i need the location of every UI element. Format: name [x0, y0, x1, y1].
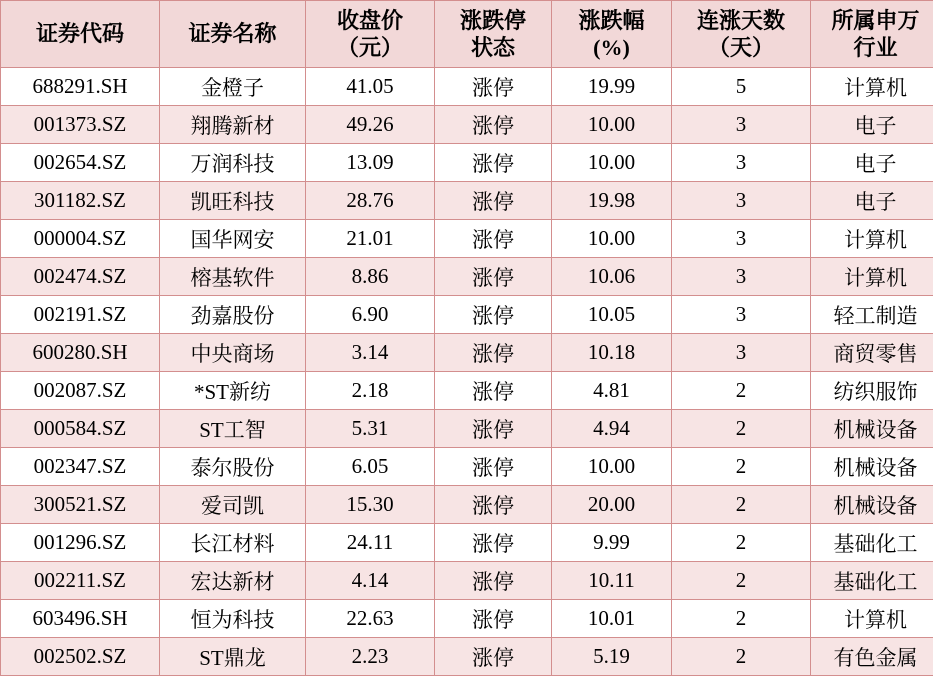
table-row[interactable]: [1, 486, 933, 524]
cell-close: 3.14: [306, 334, 435, 372]
column-header-close: [306, 1, 435, 68]
cell-change: 10.11: [552, 562, 672, 600]
column-header-change-line: 涨跌幅: [552, 7, 671, 35]
cell-code: 001296.SZ: [1, 524, 160, 562]
cell-close: 21.01: [306, 220, 435, 258]
cell-close: 8.86: [306, 258, 435, 296]
table-row[interactable]: [1, 372, 933, 410]
cell-name: 凯旺科技: [160, 182, 306, 220]
cell-code: 688291.SH: [1, 68, 160, 106]
table-row[interactable]: [1, 106, 933, 144]
cell-days: 2: [672, 638, 811, 676]
column-header-status: [435, 1, 552, 68]
cell-name: ST工智: [160, 410, 306, 448]
table-header-row: [1, 1, 933, 68]
cell-name: 劲嘉股份: [160, 296, 306, 334]
cell-status: 涨停: [435, 562, 552, 600]
cell-days: 2: [672, 410, 811, 448]
cell-change: 5.19: [552, 638, 672, 676]
cell-name: 金橙子: [160, 68, 306, 106]
cell-name: 中央商场: [160, 334, 306, 372]
table-header: [1, 1, 933, 68]
cell-close: 22.63: [306, 600, 435, 638]
table-row[interactable]: [1, 220, 933, 258]
cell-status: 涨停: [435, 638, 552, 676]
cell-status: 涨停: [435, 106, 552, 144]
table-row[interactable]: [1, 638, 933, 676]
column-header-name-line: 证券名称: [160, 20, 305, 48]
cell-close: 49.26: [306, 106, 435, 144]
column-header-sector-line: 行业: [811, 34, 933, 62]
cell-status: 涨停: [435, 296, 552, 334]
column-header-close-line: （元）: [306, 34, 434, 62]
table-row[interactable]: [1, 334, 933, 372]
column-header-change-line: (%): [552, 34, 671, 62]
cell-status: 涨停: [435, 524, 552, 562]
cell-code: 600280.SH: [1, 334, 160, 372]
cell-days: 3: [672, 296, 811, 334]
cell-code: 603496.SH: [1, 600, 160, 638]
cell-change: 10.05: [552, 296, 672, 334]
cell-close: 6.90: [306, 296, 435, 334]
cell-status: 涨停: [435, 334, 552, 372]
cell-days: 3: [672, 106, 811, 144]
table-row[interactable]: [1, 410, 933, 448]
cell-days: 2: [672, 524, 811, 562]
table-row[interactable]: [1, 600, 933, 638]
cell-days: 3: [672, 220, 811, 258]
cell-name: 爱司凯: [160, 486, 306, 524]
column-header-close-line: 收盘价: [306, 7, 434, 35]
column-header-status-line: 涨跌停: [435, 7, 551, 35]
cell-close: 41.05: [306, 68, 435, 106]
cell-code: 002654.SZ: [1, 144, 160, 182]
cell-days: 2: [672, 562, 811, 600]
cell-name: 榕基软件: [160, 258, 306, 296]
column-header-code: [1, 1, 160, 68]
table-row[interactable]: [1, 144, 933, 182]
table-row[interactable]: [1, 524, 933, 562]
cell-close: 15.30: [306, 486, 435, 524]
column-header-change: [552, 1, 672, 68]
cell-status: 涨停: [435, 220, 552, 258]
cell-status: 涨停: [435, 144, 552, 182]
cell-days: 2: [672, 372, 811, 410]
cell-close: 2.18: [306, 372, 435, 410]
cell-sector: 计算机: [811, 68, 933, 106]
cell-sector: 商贸零售: [811, 334, 933, 372]
column-header-sector: [811, 1, 933, 68]
table-row[interactable]: [1, 68, 933, 106]
cell-close: 13.09: [306, 144, 435, 182]
table-row[interactable]: [1, 296, 933, 334]
column-header-status-line: 状态: [435, 34, 551, 62]
cell-sector: 机械设备: [811, 448, 933, 486]
cell-days: 3: [672, 182, 811, 220]
cell-sector: 基础化工: [811, 562, 933, 600]
cell-name: 翔腾新材: [160, 106, 306, 144]
cell-sector: 有色金属: [811, 638, 933, 676]
cell-code: 002087.SZ: [1, 372, 160, 410]
cell-code: 001373.SZ: [1, 106, 160, 144]
cell-sector: 轻工制造: [811, 296, 933, 334]
table-row[interactable]: [1, 448, 933, 486]
cell-change: 10.00: [552, 106, 672, 144]
cell-sector: 基础化工: [811, 524, 933, 562]
cell-days: 2: [672, 448, 811, 486]
cell-status: 涨停: [435, 448, 552, 486]
cell-close: 5.31: [306, 410, 435, 448]
cell-days: 3: [672, 258, 811, 296]
cell-sector: 纺织服饰: [811, 372, 933, 410]
cell-name: 泰尔股份: [160, 448, 306, 486]
cell-status: 涨停: [435, 486, 552, 524]
cell-sector: 机械设备: [811, 486, 933, 524]
cell-status: 涨停: [435, 182, 552, 220]
cell-change: 20.00: [552, 486, 672, 524]
cell-change: 10.00: [552, 448, 672, 486]
cell-code: 000584.SZ: [1, 410, 160, 448]
cell-code: 300521.SZ: [1, 486, 160, 524]
cell-change: 4.94: [552, 410, 672, 448]
cell-code: 002191.SZ: [1, 296, 160, 334]
cell-name: 长江材料: [160, 524, 306, 562]
cell-status: 涨停: [435, 372, 552, 410]
cell-code: 002502.SZ: [1, 638, 160, 676]
cell-name: ST鼎龙: [160, 638, 306, 676]
cell-change: 9.99: [552, 524, 672, 562]
cell-status: 涨停: [435, 258, 552, 296]
cell-change: 19.99: [552, 68, 672, 106]
cell-code: 002474.SZ: [1, 258, 160, 296]
column-header-days-line: （天）: [672, 34, 810, 62]
cell-days: 2: [672, 600, 811, 638]
cell-name: 宏达新材: [160, 562, 306, 600]
cell-code: 002211.SZ: [1, 562, 160, 600]
cell-sector: 计算机: [811, 220, 933, 258]
cell-code: 301182.SZ: [1, 182, 160, 220]
table-row[interactable]: [1, 182, 933, 220]
cell-days: 2: [672, 486, 811, 524]
cell-close: 4.14: [306, 562, 435, 600]
cell-change: 4.81: [552, 372, 672, 410]
cell-status: 涨停: [435, 600, 552, 638]
cell-status: 涨停: [435, 68, 552, 106]
table-body: [1, 68, 933, 676]
cell-days: 5: [672, 68, 811, 106]
column-header-days-line: 连涨天数: [672, 7, 810, 35]
cell-sector: 计算机: [811, 600, 933, 638]
cell-close: 28.76: [306, 182, 435, 220]
cell-sector: 机械设备: [811, 410, 933, 448]
cell-days: 3: [672, 334, 811, 372]
cell-name: 万润科技: [160, 144, 306, 182]
cell-code: 002347.SZ: [1, 448, 160, 486]
cell-days: 3: [672, 144, 811, 182]
cell-code: 000004.SZ: [1, 220, 160, 258]
cell-change: 10.01: [552, 600, 672, 638]
cell-close: 6.05: [306, 448, 435, 486]
column-header-sector-line: 所属申万: [811, 7, 933, 35]
cell-name: 国华网安: [160, 220, 306, 258]
cell-sector: 电子: [811, 144, 933, 182]
cell-sector: 电子: [811, 182, 933, 220]
cell-change: 10.00: [552, 144, 672, 182]
column-header-days: [672, 1, 811, 68]
cell-change: 10.00: [552, 220, 672, 258]
cell-change: 19.98: [552, 182, 672, 220]
column-header-code-line: 证券代码: [1, 20, 159, 48]
cell-close: 24.11: [306, 524, 435, 562]
column-header-name: [160, 1, 306, 68]
cell-sector: 计算机: [811, 258, 933, 296]
cell-name: *ST新纺: [160, 372, 306, 410]
table-row[interactable]: [1, 258, 933, 296]
cell-name: 恒为科技: [160, 600, 306, 638]
cell-change: 10.18: [552, 334, 672, 372]
cell-close: 2.23: [306, 638, 435, 676]
cell-sector: 电子: [811, 106, 933, 144]
cell-status: 涨停: [435, 410, 552, 448]
table-row[interactable]: [1, 562, 933, 600]
cell-change: 10.06: [552, 258, 672, 296]
